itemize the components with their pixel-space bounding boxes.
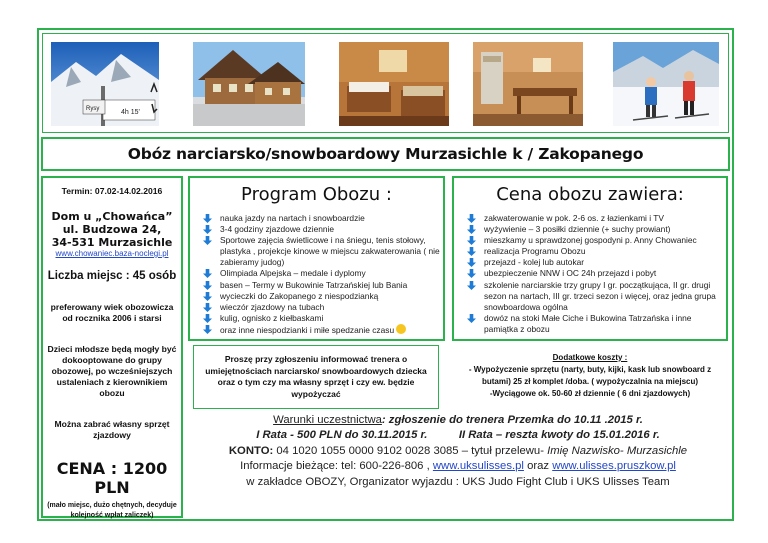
list-item xyxy=(202,280,443,291)
list-item xyxy=(466,280,726,313)
info-column xyxy=(41,176,183,518)
price-note: (mało miejsc, dużo chętnych, decyduje kolejność wpłat zaliczek) xyxy=(47,502,177,519)
lift-cost: -Wyciągowe ok. 50-60 zł dziennie ( 6 dni zjazdowych) xyxy=(489,389,691,398)
list-item xyxy=(466,257,726,268)
list-item xyxy=(466,213,726,224)
skill-note-text: Proszę przy zgłoszeniu informować trenera o umiejętnościach narciarsko/ snowboardowych dziecka oraz o tym czy ma własny sprzęt i czy ew. będzie wypożyczać xyxy=(205,354,427,399)
price-item-text: ubezpieczenie NNW i OC 24h przejazd i pobyt xyxy=(484,268,657,279)
list-item xyxy=(466,313,726,335)
venue-website-link[interactable]: www.chowaniec.baza-noclegi.pl xyxy=(55,249,169,258)
price-item-text: zakwaterowanie w pok. 2-6 os. z łazienkami i TV xyxy=(484,213,664,223)
arrow-down-bullet-icon xyxy=(467,314,476,323)
additional-costs-heading: Dodatkowe koszty : xyxy=(552,353,628,362)
account-number: 04 1020 1055 0000 9102 0028 3085 – tytuł przelewu- xyxy=(273,444,544,457)
venue-name: Dom u „Chowańca” xyxy=(51,210,173,223)
price-item-text: wyżywienie – 3 posiłki dziennie (+ suchy prowiant) xyxy=(484,224,671,235)
arrow-down-bullet-icon xyxy=(467,281,476,290)
info-line xyxy=(188,459,728,474)
list-item xyxy=(466,268,726,279)
photo-kids-skiing xyxy=(613,42,719,126)
places-count: Liczba miejsc : 45 osób xyxy=(47,270,177,282)
preferred-age: preferowany wiek obozowicza od rocznika 2006 i starsi xyxy=(50,302,174,323)
installments-line xyxy=(188,428,728,443)
additional-costs xyxy=(452,352,728,400)
arrow-down-bullet-icon xyxy=(203,281,212,290)
arrow-down-bullet-icon xyxy=(203,214,212,223)
arrow-down-bullet-icon xyxy=(203,303,212,312)
camp-price: CENA : 1200 PLN xyxy=(56,459,168,497)
list-item xyxy=(466,224,726,235)
account-line xyxy=(188,444,728,459)
program-item-text: wycieczki do Zakopanego z niespodzianką xyxy=(220,290,379,301)
arrow-down-bullet-icon xyxy=(467,214,476,223)
arrow-down-bullet-icon xyxy=(467,269,476,278)
terms-line xyxy=(188,413,728,428)
smiley-sun-icon xyxy=(396,324,406,334)
program-item-text: nauka jazdy na nartach i snowboardzie xyxy=(220,213,365,223)
terms-deadline: : zgłoszenie do trenera Przemka do 10.11 .2015 r. xyxy=(381,414,643,426)
list-item xyxy=(202,313,443,324)
transfer-title: Imię Nazwisko- Murzasichle xyxy=(543,444,688,457)
photo-mountain-sign xyxy=(51,42,159,126)
venue-address-street: ul. Budzowa 24, xyxy=(62,223,162,236)
skill-note-box xyxy=(193,345,439,409)
younger-children-note: Dzieci młodsze będą mogły być dokooptowane do grupy obozowej, po wcześniejszych ustaleniach z kierownikiem obozu xyxy=(47,344,177,398)
installment-2: II Rata – reszta kwoty do 15.01.2016 r. xyxy=(458,429,660,442)
list-item xyxy=(202,235,443,268)
arrow-down-bullet-icon xyxy=(203,269,212,278)
list-item xyxy=(202,302,443,313)
list-item xyxy=(466,246,726,257)
arrow-down-bullet-icon xyxy=(467,258,476,267)
price-includes-list xyxy=(454,213,726,335)
title-box xyxy=(41,137,730,171)
info-oraz: oraz xyxy=(523,460,553,473)
rental-cost: - Wypożyczenie sprzętu (narty, buty, kijki, kask lub snowboard z butami) 25 zł komplet /doba. ( wypożyczalnia na miejscu) xyxy=(468,365,712,386)
terms-label: Warunki uczestnictwa xyxy=(273,414,382,426)
price-item-text: przejazd - kolej lub autokar xyxy=(484,257,585,268)
program-item-text: oraz inne niespodzianki i miłe spedzanie czasu xyxy=(220,324,395,335)
photo-strip xyxy=(42,33,729,133)
sign-label-bottom: 4h 15' xyxy=(121,109,140,116)
program-box xyxy=(188,176,445,341)
info-phone: Informacje bieżące: tel: 600-226-806 , xyxy=(240,460,433,473)
list-item xyxy=(202,324,443,336)
photo-dining-room xyxy=(473,42,583,126)
list-item xyxy=(202,291,443,302)
arrow-down-bullet-icon xyxy=(203,325,212,334)
ulisses-pruszkow-link[interactable]: www.ulisses.pruszkow.pl xyxy=(552,460,676,473)
price-includes-heading: Cena obozu zawiera: xyxy=(496,184,684,205)
program-item-text: Olimpiada Alpejska – medale i dyplomy xyxy=(220,268,366,279)
program-list xyxy=(190,213,443,336)
price-item-text: mieszkamy u sprawdzonej gospodyni p. Anny Chowaniec xyxy=(484,235,697,246)
price-item-text: szkolenie narciarskie trzy grupy I gr. początkująca, II gr. drugi sezon na nartach, III gr. trzeci sezon i więcej, oraz jedna grupa snowboardowa ogólna xyxy=(484,279,716,312)
photo-guesthouse xyxy=(193,42,305,126)
price-item-text: realizacja Programu Obozu xyxy=(484,246,586,257)
price-includes-box xyxy=(452,176,728,341)
program-heading: Program Obozu : xyxy=(241,184,392,205)
list-item xyxy=(202,224,443,235)
uksulisses-link[interactable]: www.uksulisses.pl xyxy=(432,460,524,473)
own-equipment-note: Można zabrać własny sprzęt zjazdowy xyxy=(54,419,170,440)
arrow-down-bullet-icon xyxy=(203,314,212,323)
poster-title: Obóz narciarsko/snowboardowy Murzasichle k / Zakopanego xyxy=(127,145,644,163)
price-item-text: dowóz na stoki Małe Ciche i Bukowina Tatrzańska i inne pamiątka z obozu xyxy=(484,312,692,334)
account-label: KONTO: xyxy=(228,444,274,457)
program-item-text: Sportowe zajęcia świetlicowe i na śniegu, tenis stołowy, plastyka , projekcje kinowe w miejscu zakwaterowania ( nie zabieramy judog) xyxy=(220,235,440,268)
arrow-down-bullet-icon xyxy=(467,225,476,234)
list-item xyxy=(202,213,443,224)
organizer-line: w zakładce OBOZY, Organizator wyjazdu : UKS Judo Fight Club i UKS Ulisses Team xyxy=(246,475,670,488)
program-item-text: kulig, ognisko z kiełbaskami xyxy=(220,312,324,323)
list-item xyxy=(202,268,443,279)
arrow-down-bullet-icon xyxy=(203,292,212,301)
program-item-text: wieczór zjazdowy na tubach xyxy=(220,301,325,312)
arrow-down-bullet-icon xyxy=(467,247,476,256)
arrow-down-bullet-icon xyxy=(203,236,212,245)
participation-terms xyxy=(188,413,728,490)
sign-label-top: Rysy xyxy=(86,106,100,112)
arrow-down-bullet-icon xyxy=(467,236,476,245)
installment-1: I Rata - 500 PLN do 30.11.2015 r. xyxy=(256,429,428,442)
list-item xyxy=(466,235,726,246)
photo-bedroom xyxy=(339,42,449,126)
program-item-text: 3-4 godziny zjazdowe dziennie xyxy=(220,224,335,235)
camp-dates: Termin: 07.02-14.02.2016 xyxy=(61,186,163,196)
program-item-text: basen – Termy w Bukowinie Tatrzańskiej lub Bania xyxy=(220,279,408,290)
venue-address-city: 34-531 Murzasichle xyxy=(51,236,173,249)
arrow-down-bullet-icon xyxy=(203,225,212,234)
